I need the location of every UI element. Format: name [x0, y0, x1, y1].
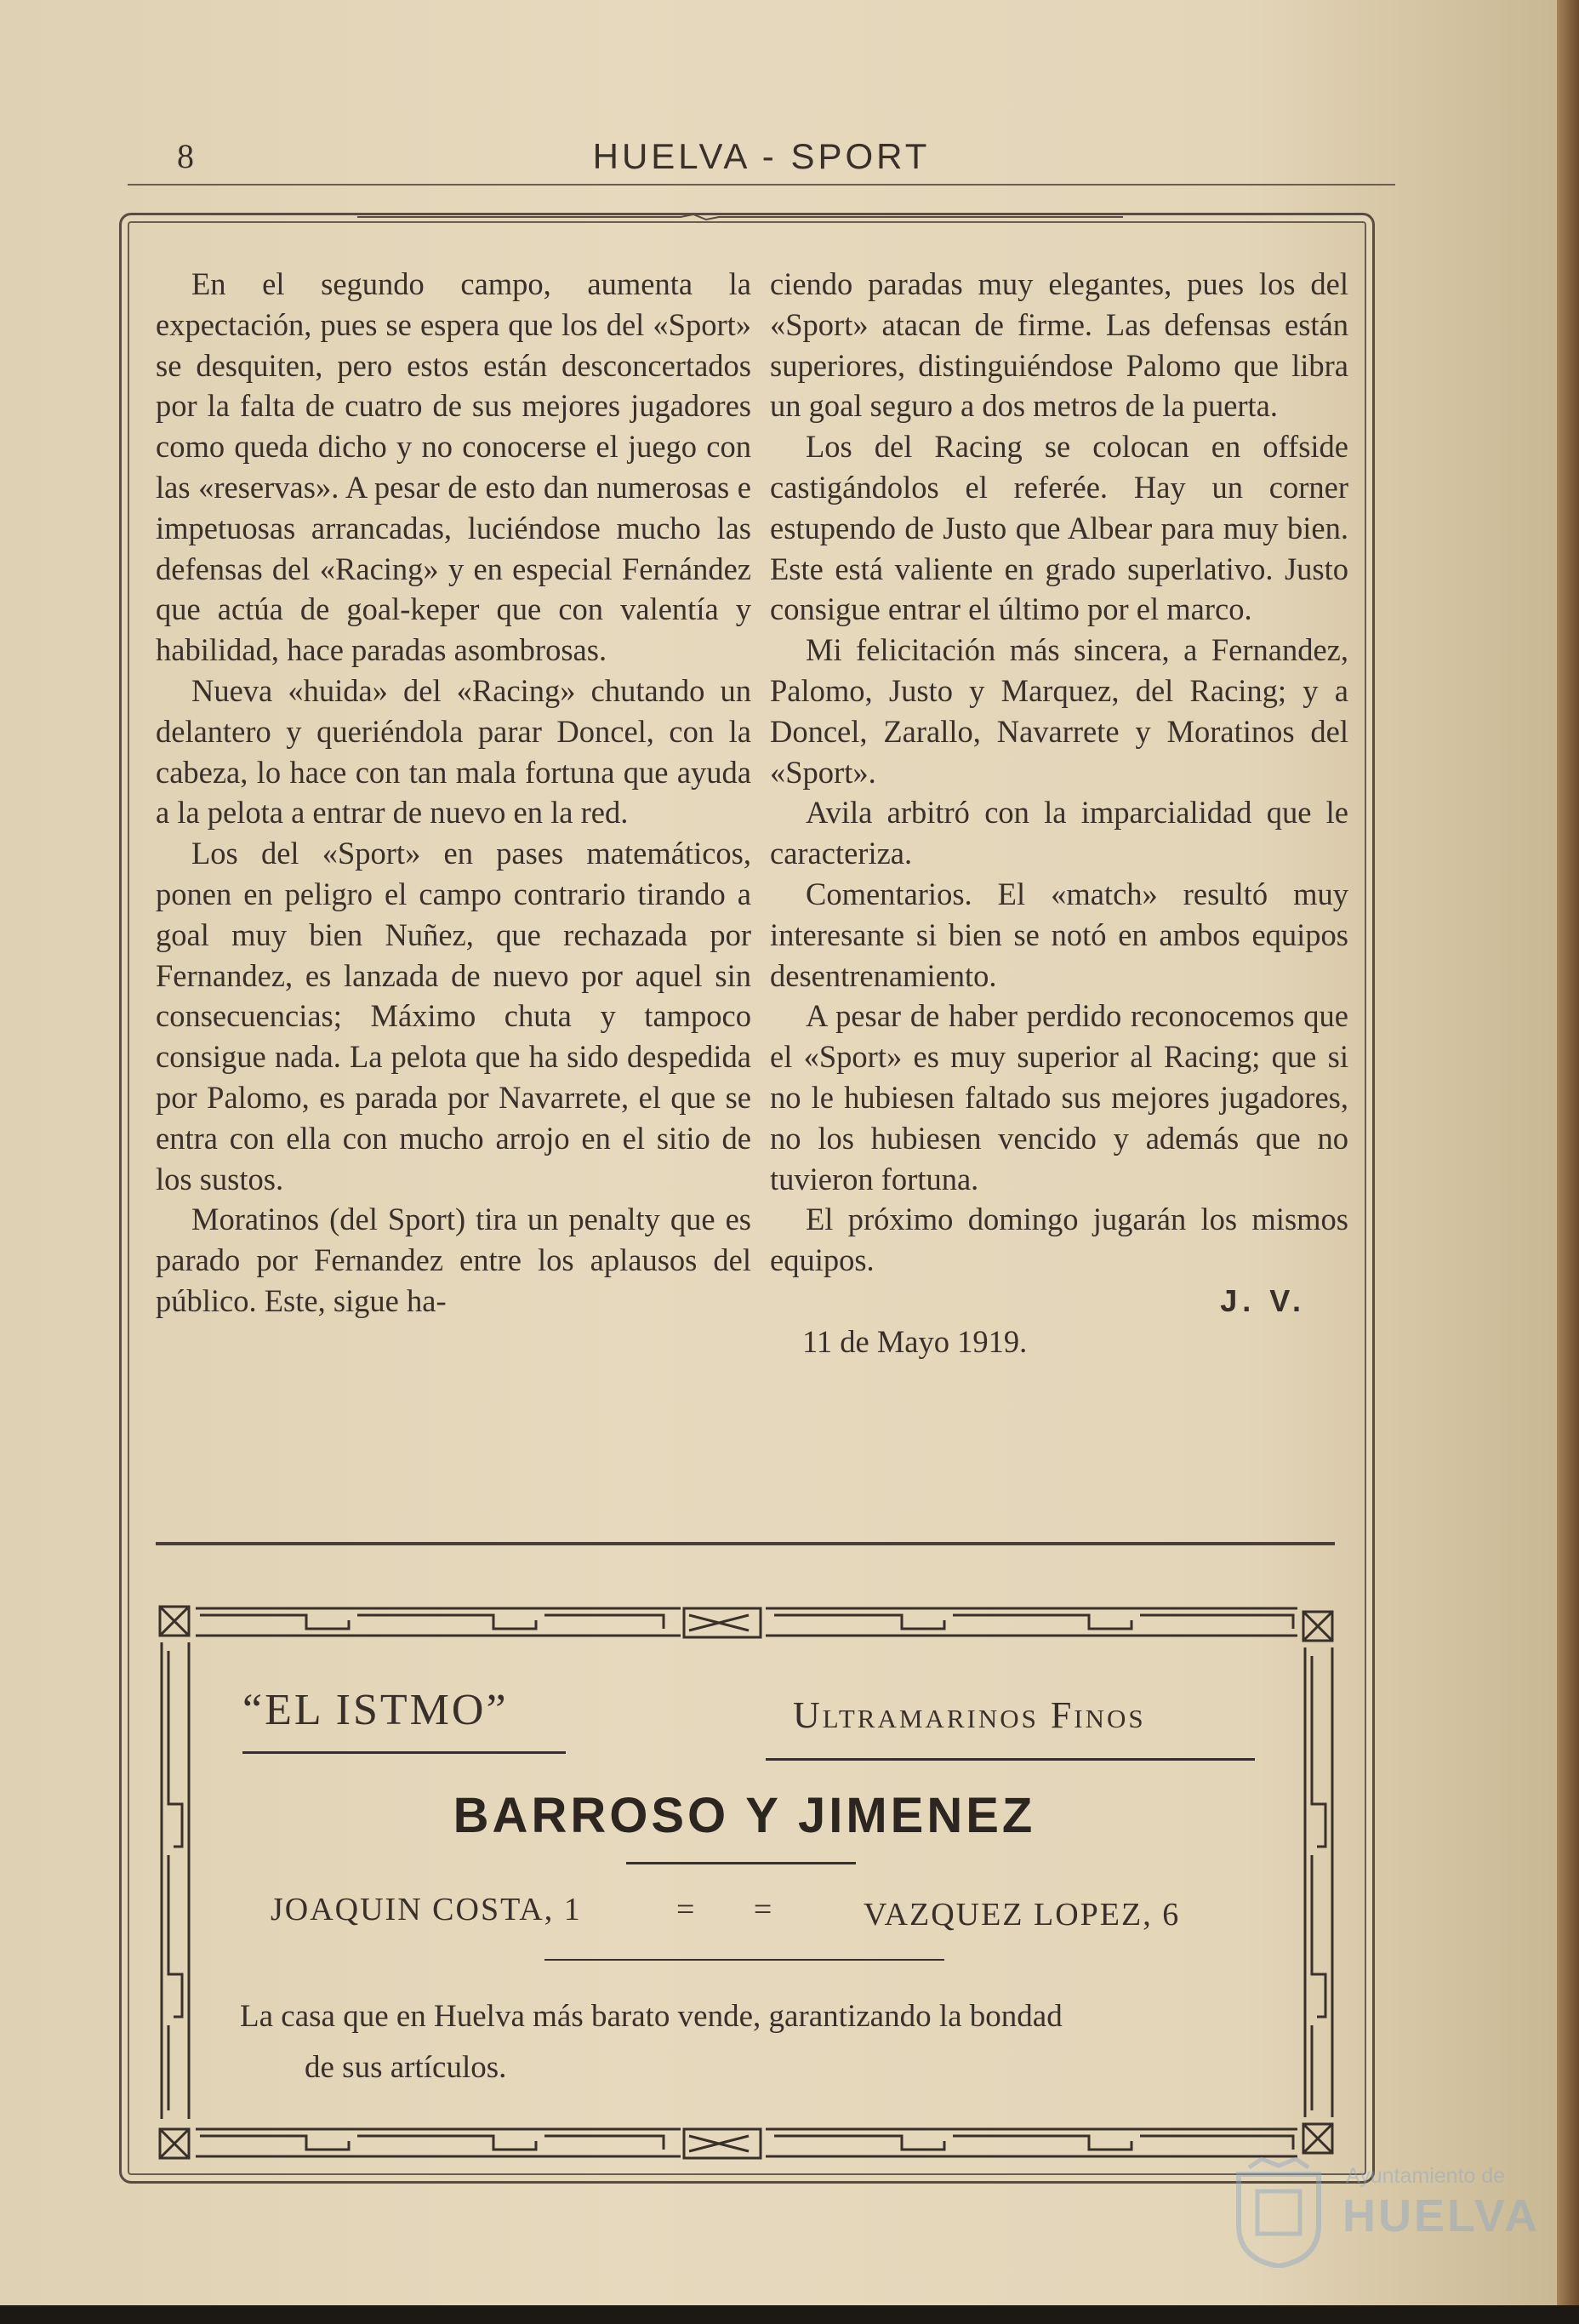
paragraph: Nueva «huida» del «Racing» chutando un delantero y queriéndola parar Doncel, con la cabeza, lo hace con tan mala fortuna que ayuda a la pelota a entrar de nuevo en la red.: [156, 672, 751, 831]
page-header: [128, 128, 1395, 182]
ad-rule: [766, 1758, 1255, 1761]
paragraph: ciendo paradas muy elegantes, pues los del «Sport» atacan de firme. Las defensas están superiores, distinguiéndose Palomo que libra un goal seguro a dos metros de la puerta.: [770, 266, 1348, 424]
ad-rule: [626, 1862, 856, 1864]
ad-tagline: [240, 1991, 1261, 2093]
section-separator: [156, 1542, 1335, 1545]
article-signature: J. V.: [1220, 1282, 1306, 1318]
ad-tagline-line: La casa que en Huelva más barato vende, garantizando la bondad: [240, 1999, 1063, 2034]
ad-rule: [544, 1959, 944, 1961]
ad-brand: BARROSO Y JIMENEZ: [453, 1788, 1036, 1843]
watermark-line2: HUELVA: [1342, 2190, 1540, 2241]
ad-address-left: JOAQUIN COSTA, 1: [271, 1892, 582, 1927]
paragraph: En el segundo campo, aumenta la expectación, pues se espera que los del «Sport» se desquiten, pero estos están desconcertados por la falta de cuatro de sus mejores jugadores como queda dicho y no conocerse el juego con las «reservas». A pesar de esto dan numerosas e impetuosas arrancadas, luciéndose mucho las defensas del «Racing» y en especial Fernández que actúa de goal-keper que con valentía y habilidad, hace paradas asombrosas.: [156, 266, 751, 668]
ad-address-separator: = =: [676, 1892, 798, 1927]
frame-ornament-top: [357, 213, 1123, 221]
scan-bottom-strip: [0, 2305, 1579, 2324]
paragraph: A pesar de haber perdido reconocemos que el «Sport» es muy superior al Racing; que si no le hubiesen faltado sus mejores jugadores, no los hubiesen vencido y además que no tuvieron fortuna.: [770, 998, 1348, 1196]
watermark-line1: Ayuntamiento de: [1346, 2164, 1506, 2188]
paragraph: Los del Racing se colocan en offside castigándolos el referée. Hay un corner estupendo de Justo que Albear para muy bien. Este está valiente en grado superlativo. Justo consigue entrar el último por el marco.: [770, 429, 1348, 627]
ad-rule: [242, 1751, 566, 1754]
header-rule: [128, 184, 1395, 186]
watermark-logo: [1232, 2157, 1540, 2268]
paragraph: Los del «Sport» en pases matemáticos, ponen en peligro el campo contrario tirando a goal muy bien Nuñez, que rechazada por Fernandez, es lanzada de nuevo por aquel sin consecuencias; Máximo chuta y tampoco consigue nada. La pelota que ha sido despedida por Palomo, es parada por Navarrete, el que se entra con ella con mucho arrojo en el sitio de los sustos.: [156, 836, 751, 1196]
running-title: HUELVA - SPORT: [592, 136, 931, 176]
ad-address-right: VAZQUEZ LOPEZ, 6: [864, 1897, 1181, 1933]
page-number: 8: [177, 137, 194, 175]
coat-of-arms-icon: [1232, 2157, 1325, 2268]
article-left-column: [156, 264, 751, 1322]
paragraph: Moratinos (del Sport) tira un penalty que es parado por Fernandez entre los aplausos del público. Este, sigue ha-: [156, 1202, 751, 1318]
page-edge: [1557, 0, 1579, 2324]
ad-shop-name: “EL ISTMO”: [242, 1686, 509, 1734]
paragraph: El próximo domingo jugarán los mismos equipos.: [770, 1202, 1348, 1278]
article-date: 11 de Mayo 1919.: [802, 1323, 1028, 1359]
paragraph: Avila arbitró con la imparcialidad que le caracteriza.: [770, 795, 1348, 871]
article-right-column: [770, 264, 1348, 1362]
ad-category: Ultramarinos Finos: [793, 1694, 1146, 1736]
paragraph: Comentarios. El «match» resultó muy interesante si bien se notó en ambos equipos desentrenamiento.: [770, 876, 1348, 993]
paragraph: Mi felicitación más sincera, a Fernandez, Palomo, Justo y Marquez, del Racing; y a Doncel, Zarallo, Navarrete y Moratinos del «Sport».: [770, 632, 1348, 790]
ad-tagline-line: de sus artículos.: [305, 2050, 507, 2085]
